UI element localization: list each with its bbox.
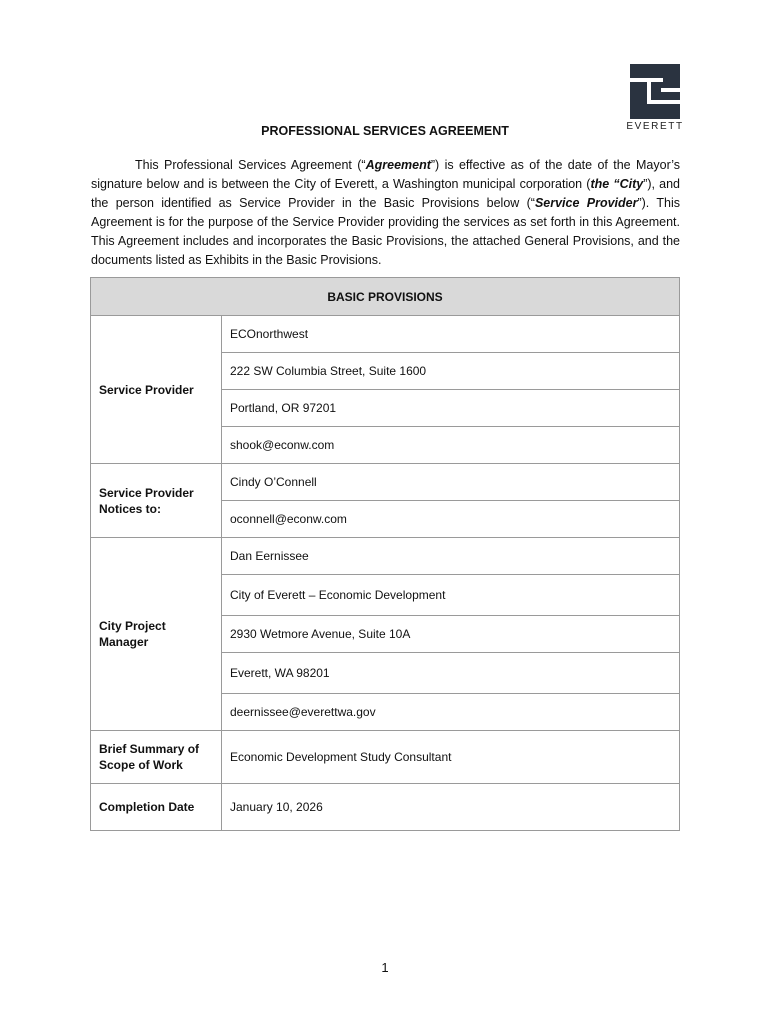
completion-date-value: January 10, 2026 xyxy=(222,784,680,831)
notices-email: oconnell@econw.com xyxy=(222,501,680,538)
basic-provisions-table xyxy=(90,277,680,831)
project-manager-name: Dan Eernissee xyxy=(222,538,680,575)
service-provider-address: 222 SW Columbia Street, Suite 1600 xyxy=(222,353,680,390)
logo-text: EVERETT xyxy=(626,121,684,132)
service-provider-email: shook@econw.com xyxy=(222,427,680,464)
document-title: PROFESSIONAL SERVICES AGREEMENT xyxy=(261,124,509,138)
page-number: 1 xyxy=(381,960,389,975)
notices-name: Cindy O’Connell xyxy=(222,464,680,501)
table-header: BASIC PROVISIONS xyxy=(91,278,680,316)
project-manager-email: deernissee@everettwa.gov xyxy=(222,694,680,731)
service-provider-name: ECOnorthwest xyxy=(222,316,680,353)
service-provider-label: Service Provider xyxy=(91,316,222,464)
project-manager-label: City Project Manager xyxy=(91,538,222,731)
service-provider-city: Portland, OR 97201 xyxy=(222,390,680,427)
scope-value: Economic Development Study Consultant xyxy=(222,731,680,784)
completion-date-label: Completion Date xyxy=(91,784,222,831)
project-manager-address: 2930 Wetmore Avenue, Suite 10A xyxy=(222,616,680,653)
everett-logo xyxy=(630,64,680,119)
project-manager-department: City of Everett – Economic Development xyxy=(222,575,680,616)
scope-label: Brief Summary of Scope of Work xyxy=(91,731,222,784)
notices-label: Service Provider Notices to: xyxy=(91,464,222,538)
project-manager-city: Everett, WA 98201 xyxy=(222,653,680,694)
intro-paragraph: This Professional Services Agreement (“Agreement”) is effective as of the date of the Mayor’s signature below and is between the City of Everett, a Washington municipal corporation (the “City”), and the person identified as Service Provider in the Basic Provisions below (“Service Provider”). This Agreement is for the purpose of the Service Provider providing the services as set forth in this Agreement. This Agreement includes and incorporates the Basic Provisions, the attached General Provisions, and the documents listed as Exhibits in the Basic Provisions. xyxy=(91,158,681,267)
